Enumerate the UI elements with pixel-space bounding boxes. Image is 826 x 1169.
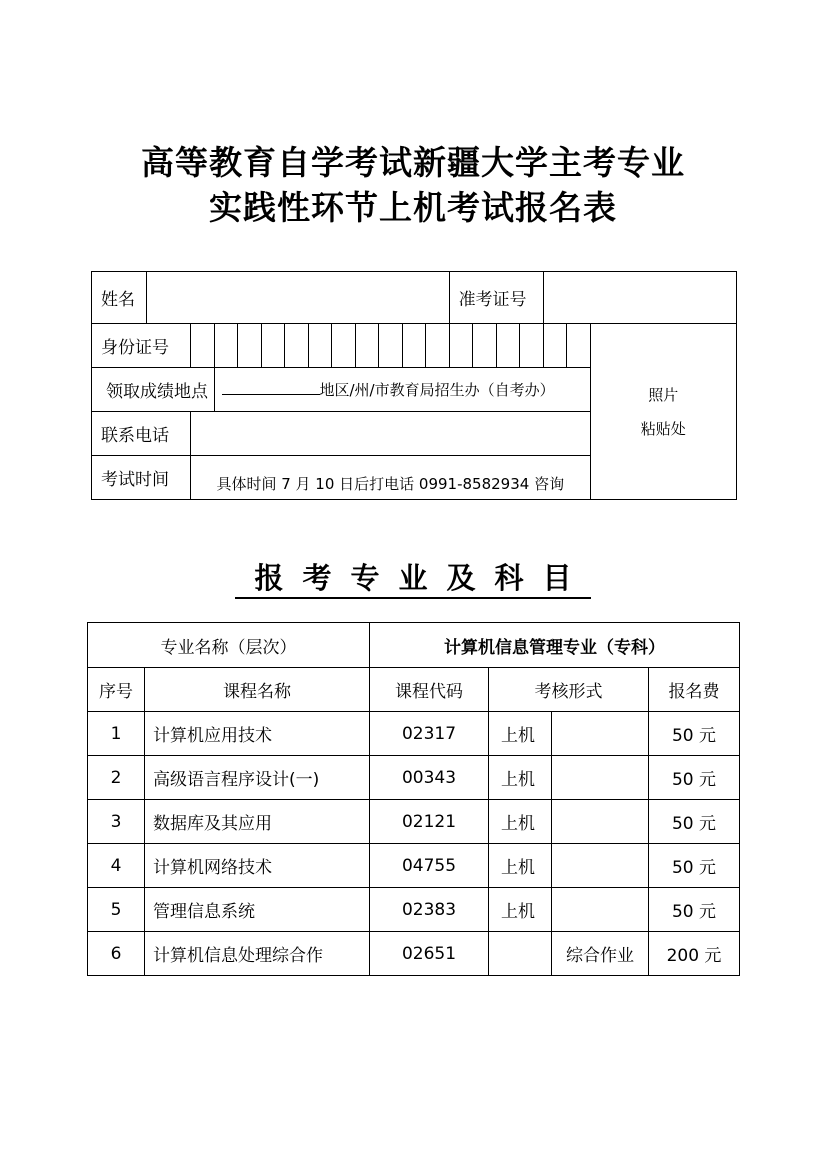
courses-table [87, 622, 740, 976]
row-course-name: 高级语言程序设计(一) [145, 756, 370, 800]
id-digit-cell[interactable] [285, 324, 309, 368]
table-row [88, 756, 740, 800]
table-row [88, 844, 740, 888]
table-row [88, 800, 740, 844]
major-value: 计算机信息管理专业（专科） [370, 623, 740, 668]
header-course-name: 课程名称 [145, 668, 370, 712]
form-title-line1: 高等教育自学考试新疆大学主考专业 [141, 143, 685, 182]
row-index: 2 [88, 756, 145, 800]
row-course-code: 04755 [370, 844, 489, 888]
table-row [88, 888, 740, 932]
phone-label: 联系电话 [92, 412, 191, 456]
id-digit-cell[interactable] [426, 324, 450, 368]
row-index: 4 [88, 844, 145, 888]
id-digit-cell[interactable] [214, 324, 238, 368]
id-number-label: 身份证号 [92, 324, 191, 368]
row-form-computer: 上机 [489, 888, 552, 932]
row-course-code: 02651 [370, 932, 489, 976]
row-form-other [552, 844, 649, 888]
row-fee: 50 元 [649, 712, 740, 756]
name-field[interactable] [147, 272, 450, 324]
id-digit-cell[interactable] [473, 324, 497, 368]
row-index: 6 [88, 932, 145, 976]
id-digit-cell[interactable] [332, 324, 356, 368]
photo-label-line2: 粘贴处 [640, 419, 686, 438]
row-course-name: 计算机应用技术 [145, 712, 370, 756]
id-digit-cell[interactable] [261, 324, 285, 368]
photo-box [590, 324, 736, 500]
id-digit-cell[interactable] [496, 324, 520, 368]
row-course-name: 计算机信息处理综合作 [145, 932, 370, 976]
id-digit-cell[interactable] [567, 324, 591, 368]
id-digit-cell[interactable] [379, 324, 403, 368]
header-assessment-form: 考核形式 [489, 668, 649, 712]
row-fee: 50 元 [649, 800, 740, 844]
id-digit-cell[interactable] [191, 324, 215, 368]
row-course-code: 00343 [370, 756, 489, 800]
header-fee: 报名费 [649, 668, 740, 712]
row-course-name: 计算机网络技术 [145, 844, 370, 888]
id-digit-cell[interactable] [402, 324, 426, 368]
id-digit-cell[interactable] [449, 324, 473, 368]
row-form-other [552, 756, 649, 800]
photo-label-line1: 照片 [648, 385, 679, 404]
ticket-number-field[interactable] [543, 272, 736, 324]
row-form-other: 综合作业 [552, 932, 649, 976]
row-form-computer: 上机 [489, 756, 552, 800]
section-title: 报考专业及科目 [0, 558, 826, 598]
score-location-label: 领取成绩地点 [92, 368, 215, 412]
exam-time-value: 具体时间 7 月 10 日后打电话 0991-8582934 咨询 [191, 456, 591, 500]
score-location-text: 地区/州/市教育局招生办（自考办） [319, 381, 555, 399]
row-course-name: 管理信息系统 [145, 888, 370, 932]
table-row [88, 932, 740, 976]
row-form-other [552, 888, 649, 932]
name-label: 姓名 [92, 272, 147, 324]
row-course-code: 02121 [370, 800, 489, 844]
id-digit-cell[interactable] [308, 324, 332, 368]
id-digit-cell[interactable] [355, 324, 379, 368]
form-title-line2: 实践性环节上机考试报名表 [209, 188, 617, 227]
row-form-computer: 上机 [489, 800, 552, 844]
id-digit-cell[interactable] [543, 324, 567, 368]
row-index: 1 [88, 712, 145, 756]
row-index: 3 [88, 800, 145, 844]
header-index: 序号 [88, 668, 145, 712]
row-form-computer [489, 932, 552, 976]
id-digit-cell[interactable] [520, 324, 544, 368]
exam-time-label: 考试时间 [92, 456, 191, 500]
score-location-field[interactable] [214, 368, 590, 412]
applicant-info-table [91, 271, 737, 500]
row-form-other [552, 800, 649, 844]
row-course-code: 02317 [370, 712, 489, 756]
id-digit-cell[interactable] [238, 324, 262, 368]
phone-field[interactable] [191, 412, 591, 456]
row-fee: 200 元 [649, 932, 740, 976]
row-course-code: 02383 [370, 888, 489, 932]
table-row [88, 712, 740, 756]
row-fee: 50 元 [649, 756, 740, 800]
row-index: 5 [88, 888, 145, 932]
row-form-computer: 上机 [489, 844, 552, 888]
header-course-code: 课程代码 [370, 668, 489, 712]
major-label: 专业名称（层次） [88, 623, 370, 668]
region-blank[interactable] [222, 381, 320, 395]
row-fee: 50 元 [649, 844, 740, 888]
row-fee: 50 元 [649, 888, 740, 932]
row-form-other [552, 712, 649, 756]
row-form-computer: 上机 [489, 712, 552, 756]
row-course-name: 数据库及其应用 [145, 800, 370, 844]
ticket-number-label: 准考证号 [449, 272, 543, 324]
